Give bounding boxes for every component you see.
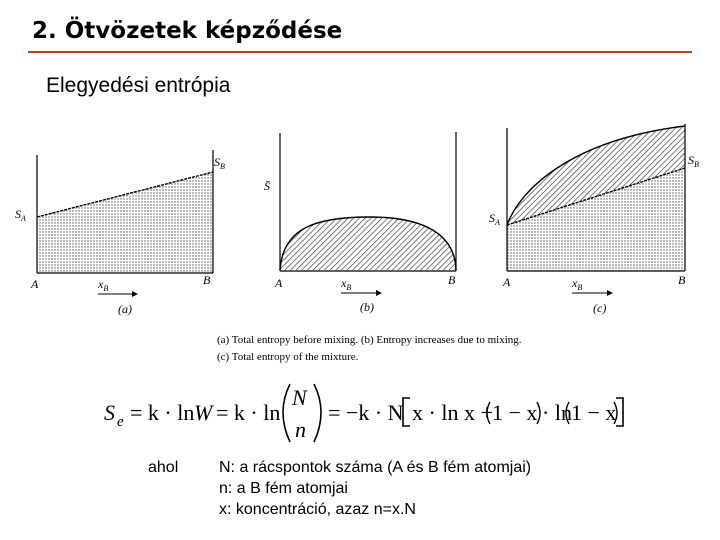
- note-line1: N: a rácspontok száma (A és B fém atomjai): [219, 459, 532, 476]
- note-line3: x: koncentráció, azaz n=x.N: [219, 501, 416, 518]
- note-line2: n: a B fém atomjai: [219, 480, 348, 497]
- figure-caption-line1: (a) Total entropy before mixing. (b) Entropy increases due to mixing.: [217, 334, 522, 346]
- panel-b-tag: (b): [360, 300, 374, 314]
- panel-a-b-label: B: [203, 273, 211, 287]
- panel-c-b-label: B: [678, 273, 686, 287]
- eq-lhs: S: [104, 400, 115, 425]
- eq-binom-top: N: [292, 385, 307, 410]
- panel-a-axis-label: $x_B$: [98, 277, 109, 293]
- panel-c-a-label: A: [503, 275, 511, 289]
- eq-part3: = −k · N: [328, 400, 404, 425]
- eq-part1: = k · ln: [130, 400, 195, 425]
- panel-a-sa-label: $S_A$: [15, 207, 26, 223]
- eq-bracket-body-2: 1 − x: [492, 400, 538, 425]
- slide-title: 2. Ötvözetek képződése: [32, 18, 343, 44]
- panel-a-sb-label: $S_B$: [214, 155, 225, 171]
- eq-binom-bottom: n: [295, 417, 306, 442]
- panel-c-sa-label: $S_A$: [489, 211, 500, 227]
- eq-bracket-body-3: · ln: [542, 400, 572, 425]
- panel-a-a-label: A: [31, 277, 39, 291]
- panel-c-sb-label: $S_B$: [688, 153, 699, 169]
- panel-b-axis-label: $x_B$: [341, 276, 352, 292]
- eq-bracket-body-1: x · ln x +: [412, 400, 493, 425]
- slide-subtitle: Elegyedési entrópia: [46, 74, 231, 97]
- panel-a-tag: (a): [118, 302, 132, 316]
- panel-b-s-label: S̄: [264, 179, 270, 193]
- panel-b-b-label: B: [448, 273, 456, 287]
- panel-c-axis-label: $x_B$: [572, 276, 583, 292]
- notes-ahol: ahol: [148, 459, 179, 476]
- eq-W: W: [194, 400, 213, 425]
- figure-caption-line2: (c) Total entropy of the mixture.: [217, 351, 359, 363]
- panel-c-tag: (c): [593, 301, 607, 315]
- eq-lhs-sub: e: [117, 414, 124, 430]
- panel-b-a-label: A: [275, 276, 283, 290]
- eq-part2: = k · ln: [216, 400, 281, 425]
- eq-bracket-body-4: 1 − x: [571, 400, 617, 425]
